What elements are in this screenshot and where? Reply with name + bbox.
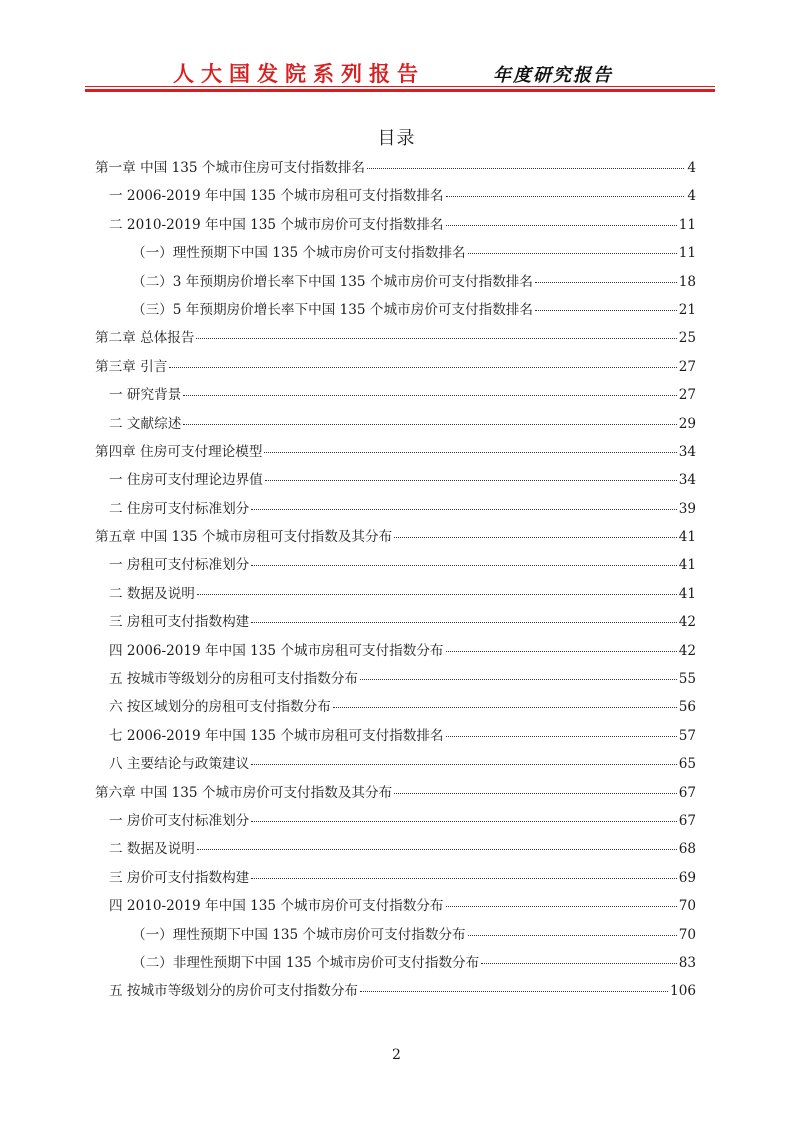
toc-entry-page: 41 <box>678 557 696 574</box>
toc-entry-label: 二 数据及说明 <box>109 585 195 602</box>
toc-entry[interactable] <box>95 298 696 326</box>
toc-entry-label: 第三章 引言 <box>95 358 168 375</box>
toc-entry-page: 42 <box>678 614 696 631</box>
toc-entry[interactable] <box>95 270 696 298</box>
toc-entry-page: 65 <box>678 756 696 773</box>
toc-entry-page: 70 <box>678 898 696 915</box>
toc-entry[interactable] <box>95 553 696 581</box>
toc-entry-label: 五 按城市等级划分的房租可支付指数分布 <box>109 671 359 688</box>
dot-leader <box>169 367 676 368</box>
toc-entry-label: 三 房价可支付指数构建 <box>109 869 250 886</box>
dot-leader <box>468 935 677 936</box>
toc-entry[interactable] <box>95 184 696 212</box>
toc-entry[interactable] <box>95 497 696 525</box>
toc-entry[interactable] <box>95 837 696 865</box>
toc-entry-page: 4 <box>687 160 696 176</box>
toc-entry-page: 21 <box>678 301 696 318</box>
toc-entry[interactable] <box>95 383 696 411</box>
toc-entry-label: （三）5 年预期房价增长率下中国 135 个城市房价可支付指数排名 <box>132 301 533 318</box>
toc-entry[interactable] <box>95 695 696 723</box>
dot-leader <box>481 963 676 964</box>
toc-entry-page: 69 <box>678 869 696 886</box>
dot-leader <box>333 707 677 708</box>
dot-leader <box>251 764 676 765</box>
toc-entry-label: 一 2006-2019 年中国 135 个城市房租可支付指数排名 <box>109 188 444 205</box>
dot-leader <box>446 225 677 226</box>
toc-entry[interactable] <box>95 866 696 894</box>
toc-entry[interactable] <box>95 752 696 780</box>
toc-entry-page: 29 <box>678 415 696 432</box>
toc-entry[interactable] <box>95 412 696 440</box>
page-header <box>85 52 715 92</box>
dot-leader <box>196 338 676 339</box>
toc-entry[interactable] <box>95 468 696 496</box>
toc-entry[interactable] <box>95 724 696 752</box>
toc-title: 目录 <box>377 128 416 149</box>
dot-leader <box>265 480 677 481</box>
toc-entry-label: 一 房价可支付标准划分 <box>109 812 250 829</box>
toc-entry-label: 六 按区域划分的房租可支付指数分布 <box>109 699 331 716</box>
toc-entry-page: 27 <box>678 358 696 375</box>
toc-entry[interactable] <box>95 241 696 269</box>
toc-entry-page: 41 <box>678 585 696 602</box>
dot-leader <box>468 253 677 254</box>
toc-entry[interactable] <box>95 667 696 695</box>
toc-entry-label: 第一章 中国 135 个城市住房可支付指数排名 <box>95 160 366 176</box>
toc-entry-label: 三 房租可支付指数构建 <box>109 614 250 631</box>
toc-entry-label: 第二章 总体报告 <box>95 330 195 347</box>
toc-entry-page: 34 <box>678 443 696 460</box>
toc-entry-chapter-2[interactable] <box>95 326 696 354</box>
toc-entry-page: 39 <box>678 500 696 517</box>
toc-entry-label: （二）非理性预期下中国 135 个城市房价可支付指数分布 <box>132 954 480 971</box>
toc-entry-page: 42 <box>678 642 696 659</box>
toc-entry-chapter-4[interactable] <box>95 440 696 468</box>
toc-entry-label: 二 住房可支付标准划分 <box>109 500 250 517</box>
dot-leader <box>446 196 684 197</box>
toc-entry-page: 55 <box>678 671 696 688</box>
dot-leader <box>446 651 677 652</box>
toc-entry-page: 18 <box>678 273 696 290</box>
report-series-title: 人大国发院系列报告 <box>173 62 425 86</box>
dot-leader <box>251 878 676 879</box>
toc-entry-label: 第五章 中国 135 个城市房租可支付指数及其分布 <box>95 529 393 546</box>
toc-entry-page: 57 <box>678 727 696 744</box>
dot-leader <box>264 452 676 453</box>
toc-entry-label: 二 数据及说明 <box>109 841 195 858</box>
toc-entry[interactable] <box>95 610 696 638</box>
toc-entry-chapter-5[interactable] <box>95 525 696 553</box>
dot-leader <box>197 849 677 850</box>
toc-entry-chapter-1[interactable] <box>95 156 696 184</box>
toc-entry[interactable] <box>95 951 696 979</box>
toc-entry-page: 41 <box>678 529 696 546</box>
toc-entry[interactable] <box>95 639 696 667</box>
dot-leader <box>535 282 677 283</box>
toc-entry-chapter-3[interactable] <box>95 355 696 383</box>
toc-entry-chapter-6[interactable] <box>95 781 696 809</box>
dot-leader <box>367 168 684 169</box>
toc-entry-label: 一 房租可支付标准划分 <box>109 557 250 574</box>
toc-entry-page: 25 <box>678 330 696 347</box>
toc-entry-page: 67 <box>678 812 696 829</box>
toc-entry-page: 4 <box>687 188 696 205</box>
toc-entry-label: 第四章 住房可支付理论模型 <box>95 443 263 460</box>
toc-entry-page: 27 <box>678 387 696 404</box>
toc-entry-label: （二）3 年预期房价增长率下中国 135 个城市房价可支付指数排名 <box>132 273 533 290</box>
toc-entry-label: （一）理性预期下中国 135 个城市房价可支付指数分布 <box>132 926 466 943</box>
dot-leader <box>251 509 676 510</box>
dot-leader <box>360 679 677 680</box>
dot-leader <box>446 906 677 907</box>
toc-entry-label: 四 2010-2019 年中国 135 个城市房价可支付指数分布 <box>109 898 444 915</box>
toc-entry[interactable] <box>95 213 696 241</box>
toc-entry[interactable] <box>95 809 696 837</box>
toc-entry-label: 一 住房可支付理论边界值 <box>109 472 263 489</box>
dot-leader <box>394 537 676 538</box>
toc-entry-label: 二 文献综述 <box>109 415 182 432</box>
dot-leader <box>535 310 677 311</box>
dot-leader <box>394 793 676 794</box>
toc-entry-page: 67 <box>678 784 696 801</box>
toc-entry-label: 二 2010-2019 年中国 135 个城市房价可支付指数排名 <box>109 216 444 233</box>
dot-leader <box>360 991 668 992</box>
toc-entry-page: 34 <box>678 472 696 489</box>
toc-entry-label: 四 2006-2019 年中国 135 个城市房租可支付指数分布 <box>109 642 444 659</box>
dot-leader <box>197 594 677 595</box>
toc-entry-page: 68 <box>678 841 696 858</box>
dot-leader <box>251 622 676 623</box>
toc-entry[interactable] <box>95 979 696 1007</box>
page-number: 2 <box>392 1047 401 1063</box>
toc-entry-label: 第六章 中国 135 个城市房价可支付指数及其分布 <box>95 784 393 801</box>
toc-entry-label: 五 按城市等级划分的房价可支付指数分布 <box>109 983 359 1000</box>
toc-entry-label: （一）理性预期下中国 135 个城市房价可支付指数排名 <box>132 245 466 262</box>
table-of-contents <box>95 156 696 1008</box>
dot-leader <box>446 736 677 737</box>
toc-entry-page: 56 <box>678 699 696 716</box>
toc-entry-page: 11 <box>678 245 696 262</box>
dot-leader <box>183 395 676 396</box>
dot-leader <box>251 565 676 566</box>
dot-leader <box>183 424 676 425</box>
toc-entry[interactable] <box>95 894 696 922</box>
toc-entry-page: 70 <box>678 926 696 943</box>
header-rule-thin <box>85 86 715 87</box>
toc-entry-page: 83 <box>678 954 696 971</box>
header-rule-thick <box>85 89 715 92</box>
toc-entry-label: 一 研究背景 <box>109 387 182 404</box>
report-type-title: 年度研究报告 <box>493 65 613 86</box>
toc-entry[interactable] <box>95 582 696 610</box>
toc-entry-page: 11 <box>678 216 696 233</box>
toc-entry-page: 106 <box>670 983 696 1000</box>
toc-entry-label: 七 2006-2019 年中国 135 个城市房租可支付指数排名 <box>109 727 444 744</box>
toc-entry[interactable] <box>95 923 696 951</box>
dot-leader <box>251 821 676 822</box>
toc-entry-label: 八 主要结论与政策建议 <box>109 756 250 773</box>
